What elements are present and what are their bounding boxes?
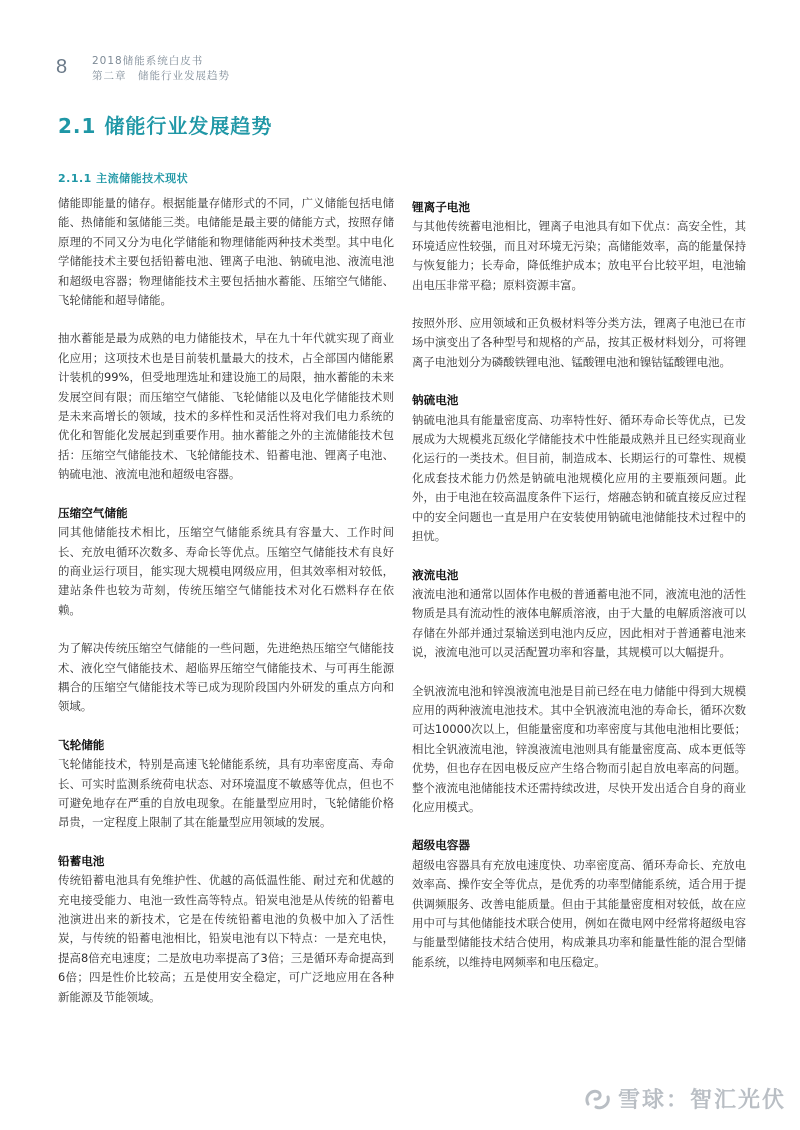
compressed-air-paragraph-2: 为了解决传统压缩空气储能的一些问题，先进绝热压缩空气储能技术、液化空气储能技术、超临界压缩空气储能技术、与可再生能源耦合的压缩空气储能技术等已成为现阶段国内外研发的重点方向和领域。 [58,641,394,714]
subsection-title: 2.1.1 主流储能技术现状 [58,172,189,185]
running-header-title: 2018储能系统白皮书 [92,55,204,67]
flow-battery-paragraph: 液流电池和通常以固体作电极的普通蓄电池不同，液流电池的活性物质是具有流动性的液体电解质溶液，由于大量的电解质溶液可以存储在外部并通过泵输送到电池内反应，因此相对于普通蓄电池来说，液流电池可以灵活配置功率和容量，其规模可以大幅提升。 [412,586,746,660]
lithium-ion-paragraph: 与其他传统蓄电池相比，锂离子电池具有如下优点：高安全性，其环境适应性较强，而且对环境无污染；高储能效率，高的能量保持与恢复能力；长寿命，降低维护成本；放电平台比较平坦，电池输出电压非常平稳；原料资源丰富。 [412,219,746,292]
lead-acid-paragraph: 传统铅蓄电池具有免维护性、优越的高低温性能、耐过充和优越的充电接受能力、电池一致性高等特点。铅炭电池是从传统的铅蓄电池演进出来的新技术，它是在传统铅蓄电池的负极中加入了活性炭，与传统的铅蓄电池相比，铅炭电池有以下特点：一是充电快，提高8倍充电速度；二是放电功率提高了3倍；三是循环寿命提高到6倍；四是性价比较高；五是使用安全稳定，可广泛地应用在各种新能源及节能领域。 [58,873,394,1004]
supercapacitor-paragraph: 超级电容器具有充放电速度快、功率密度高、循环寿命长、充放电效率高、操作安全等优点，是优秀的功率型储能系统，适合用于提供调频服务、改善电能质量。但由于其能量密度相对较低，故在应用中可与其他储能技术联合使用，例如在微电网中经常将超级电容与能量型储能技术结合使用，构成兼具功率和能量性能的混合型储能系统，以维持电网频率和电压稳定。 [412,857,746,969]
pumped-hydro-paragraph: 抽水蓄能是最为成熟的电力储能技术，早在九十年代就实现了商业化应用；这项技术也是目前装机量最大的技术，占全部国内储能累计装机的99%，但受地理选址和建设施工的局限，抽水蓄能的未来发展空间有限；而压缩空气储能、飞轮储能以及电化学储能技术则是未来高增长的领域，技术的多样性和灵活性将对我们电力系统的优化和智能化发展起到重要作用。抽水蓄能之外的主流储能技术包括：压缩空气储能技术、飞轮储能技术、铅蓄电池、锂离子电池、钠硫电池、液流电池和超级电容器。 [58,331,394,482]
running-header [92,54,230,84]
compressed-air-heading: 压缩空气储能 [58,505,128,520]
watermark [582,1083,786,1114]
right-column [412,198,746,972]
lead-acid-heading: 铅蓄电池 [58,853,105,868]
flow-battery-paragraph-2: 全钒液流电池和锌溴液流电池是目前已经在电力储能中得到大规模应用的两种液流电池技术。其中全钒液流电池的寿命长，循环次数可达10000次以上，但能量密度和功率密度与其他电池相比要低；相比全钒液流电池，锌溴液流电池则具有能量密度高、成本更低等优势，但也存在因电极反应产生络合物而引起自放电率高的问题。整个液流电池储能技术还需持续改进，尽快开发出适合自身的商业化应用模式。 [412,683,746,814]
section-title: 2.1 储能行业发展趋势 [58,114,273,138]
left-column [58,194,394,1007]
page-number: 8 [56,56,68,78]
snowball-logo-icon [582,1086,612,1112]
lithium-ion-paragraph-2: 按照外形、应用领域和正负极材料等分类方法，锂离子电池已在市场中演变出了各种型号和规格的产品，按其正极材料划分，可将锂离子电池划分为磷酸铁锂电池、锰酸锂电池和镍钴锰酸锂电池。 [412,316,746,369]
intro-paragraph: 储能即能量的储存。根据能量存储形式的不同，广义储能包括电储能、热储能和氢储能三类。电储能是最主要的储能方式，按照存储原理的不同又分为电化学储能和物理储能两种技术类型。其中电化学储能技术主要包括铅蓄电池、锂离子电池、钠硫电池、液流电池和超级电容器；物理储能技术主要包括抽水蓄能、压缩空气储能、飞轮储能和超导储能。 [58,196,394,308]
compressed-air-paragraph: 同其他储能技术相比，压缩空气储能系统具有容量大、工作时间长、充放电循环次数多、寿命长等优点。压缩空气储能技术有良好的商业运行项目，能实现大规模电网级应用，但其效率相对较低，建站条件也较为苛刻，传统压缩空气储能技术对化石燃料存在依赖。 [58,525,394,617]
flywheel-paragraph: 飞轮储能技术，特别是高速飞轮储能系统，具有功率密度高、寿命长、可实时监测系统荷电状态、对环境温度不敏感等优点，但也不可避免地存在严重的自放电现象。在能量型应用时，飞轮储能价格昂贵，一定程度上限制了其在能量型应用领域的发展。 [58,757,394,830]
running-header-chapter: 第二章 储能行业发展趋势 [92,70,230,82]
lithium-ion-heading: 锂离子电池 [412,200,470,214]
sodium-sulfur-heading: 钠硫电池 [412,393,459,408]
watermark-text: 雪球：智汇光伏 [617,1088,786,1113]
flow-battery-heading: 液流电池 [412,567,459,582]
sodium-sulfur-paragraph: 钠硫电池具有能量密度高、功率特性好、循环寿命长等优点，已发展成为大规模兆瓦级化学储能技术中性能最成熟并且已经实现商业化运行的一类技术。但目前，制造成本、长期运行的可靠性、规模化成套技术能力仍然是钠硫电池规模化应用的主要瓶颈问题。此外，由于电池在较高温度条件下运行，熔融态钠和硫直接反应过程中的安全问题也一直是用户在安装使用钠硫电池储能技术过程中的担忧。 [412,412,746,544]
supercapacitor-heading: 超级电容器 [412,838,470,853]
flywheel-heading: 飞轮储能 [58,737,105,752]
